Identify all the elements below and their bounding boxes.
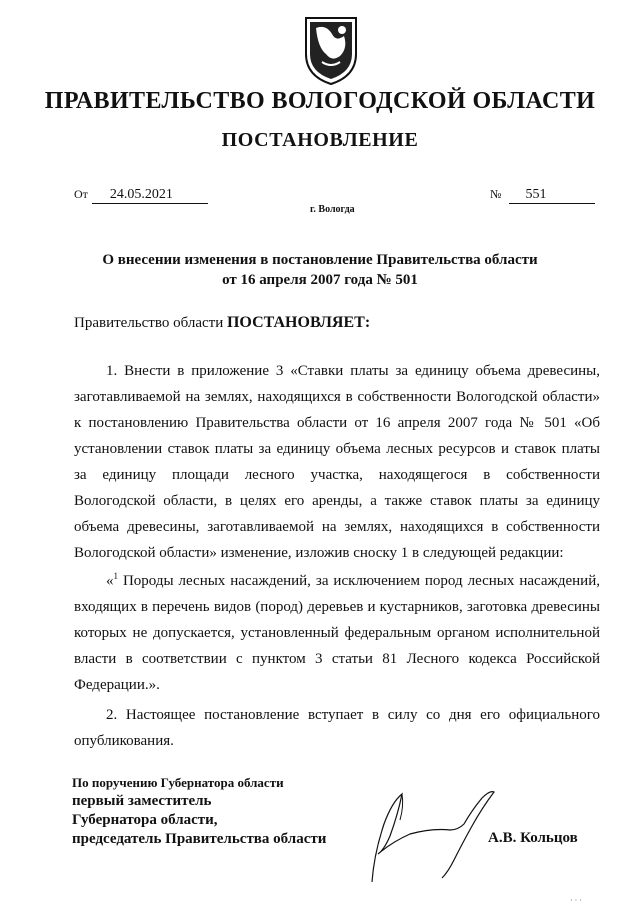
preamble — [74, 314, 370, 332]
date-label: От — [74, 187, 88, 201]
signer-name: А.В. Кольцов — [488, 830, 578, 846]
handwritten-signature — [332, 784, 502, 884]
paragraph-1: 1. Внести в приложение 3 «Ставки платы за единицу объема древесины, заготавливаемой на землях, находящихся в собственности Вологодской области» к постановлению Правительства области от 16 апреля 2007 года № 501 «Об установлении ставок платы за единицу объема лесных ресурсов и ставок платы за единицу площади лесного участка, находящегося в собственности Вологодской области, в целях его аренды, а также ставок платы за единицу объема древесины, заготавливаемой на землях, находящихся в собственности Вологодской области» изменение, изложив сноску 1 в следующей редакции: — [74, 363, 600, 561]
city-label: г. Вологда — [310, 204, 355, 215]
footnote-quote-open: « — [106, 573, 114, 589]
signature-line-4: председатель Правительства области — [72, 831, 327, 847]
number-value: 551 — [509, 187, 595, 204]
footnote-text: Породы лесных насаждений, за исключением пород лесных насаждений, входящих в перечень видов (пород) деревьев и кустарников, заготовка древесины которых не допускается, установленный федеральным органом исполнительной власти в соответствии с пунктом 3 статьи 81 Лесного кодекса Российской Федерации.». — [74, 573, 600, 693]
document-subject — [60, 250, 580, 290]
coat-of-arms-icon — [302, 14, 360, 86]
signature-block — [72, 774, 326, 849]
subject-line-1: О внесении изменения в постановление Правительства области — [102, 252, 538, 268]
government-title: ПРАВИТЕЛЬСТВО ВОЛОГОДСКОЙ ОБЛАСТИ — [44, 88, 596, 114]
date-value: 24.05.2021 — [92, 187, 208, 204]
number-label: № — [490, 187, 502, 201]
page-corner-marks: · · · — [570, 896, 582, 905]
footnote-marker: 1 — [113, 571, 118, 581]
subject-line-2: от 16 апреля 2007 года № 501 — [222, 272, 418, 288]
number-row — [490, 186, 595, 204]
date-row — [74, 186, 208, 204]
document-type: ПОСТАНОВЛЕНИЕ — [221, 129, 419, 151]
signature-line-3: Губернатора области, — [72, 812, 218, 828]
paragraph-2: 2. Настоящее постановление вступает в силу со дня его официального опубликования. — [74, 707, 600, 749]
signature-line-2: первый заместитель — [72, 793, 212, 809]
paragraph-footnote — [74, 568, 600, 698]
preamble-decree-word: ПОСТАНОВЛЯЕТ: — [226, 314, 371, 331]
signature-line-1: По поручению Губернатора области — [72, 775, 284, 790]
preamble-text: Правительство области — [74, 315, 227, 331]
